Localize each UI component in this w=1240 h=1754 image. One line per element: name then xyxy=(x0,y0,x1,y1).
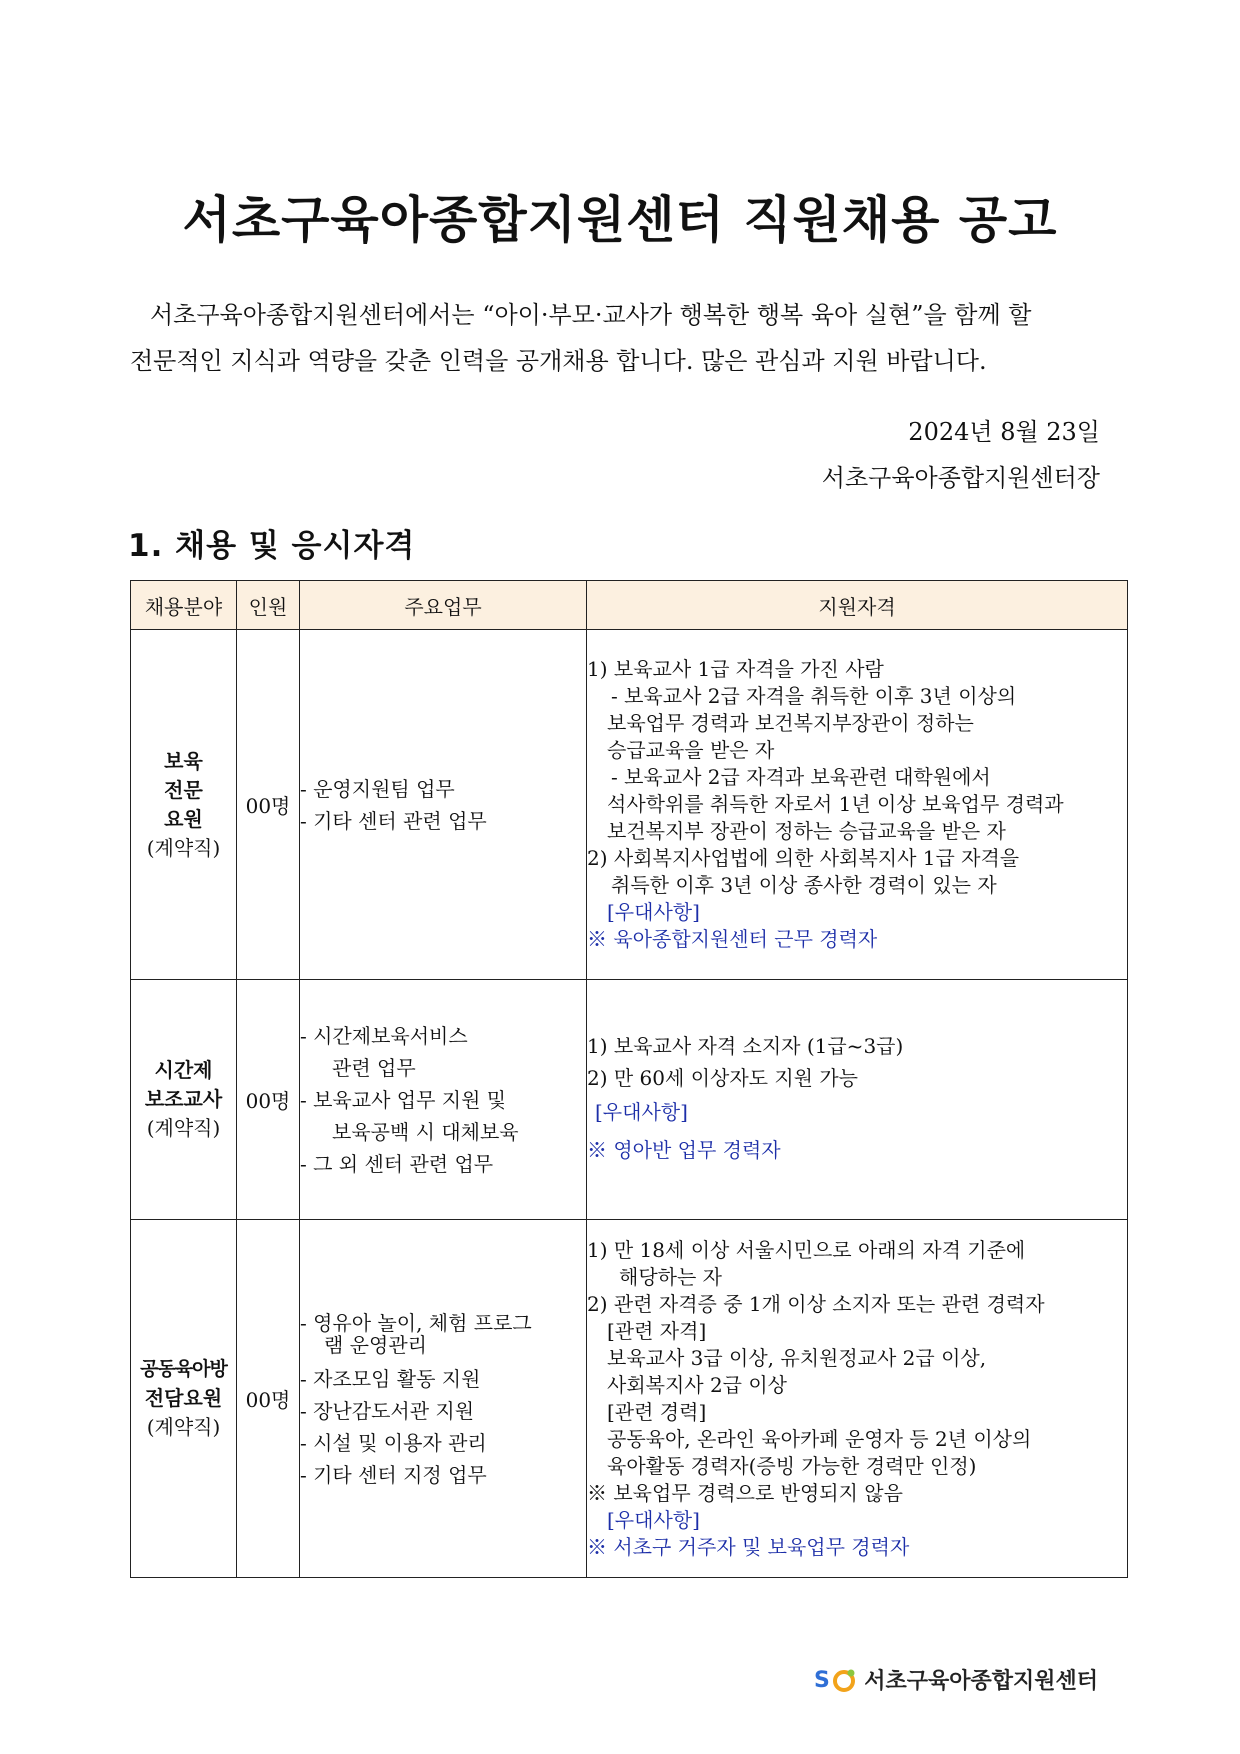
duty-item: - 영유아 놀이, 체험 프로그 xyxy=(300,1310,532,1335)
table-row xyxy=(131,630,1128,980)
field-cell xyxy=(131,980,237,1220)
headcount: 00명 xyxy=(237,980,300,1220)
table-header-row xyxy=(131,581,1128,630)
qual-line: 2) 사회복지사업법에 의한 사회복지사 1급 자격을 xyxy=(587,846,1020,870)
field-name: 공동육아방 xyxy=(140,1358,227,1380)
duty-item: 램 운영관리 xyxy=(324,1332,427,1357)
qual-line: 사회복지사 2급 이상 xyxy=(607,1372,787,1397)
field-name: 전담요원 xyxy=(144,1386,223,1410)
qual-line: 2) 만 60세 이상자도 지원 가능 xyxy=(587,1065,858,1090)
qualifications-cell xyxy=(587,1220,1128,1578)
intro-paragraph xyxy=(130,292,1105,384)
duty-item: - 그 외 센터 관련 업무 xyxy=(300,1151,494,1176)
qual-line: - 보육교사 2급 자격과 보육관련 대학원에서 xyxy=(611,765,991,789)
recruitment-table xyxy=(130,580,1128,1578)
duties-cell xyxy=(300,630,587,980)
column-header: 채용분야 xyxy=(131,581,237,630)
preference-item: ※ 육아종합지원센터 근무 경력자 xyxy=(587,927,878,951)
field-name: 시간제 xyxy=(154,1058,213,1082)
contract-type: (계약직) xyxy=(146,835,221,860)
duty-item: - 시설 및 이용자 관리 xyxy=(300,1430,487,1455)
headcount: 00명 xyxy=(237,630,300,980)
preference-label: [우대사항] xyxy=(607,1507,700,1532)
notice-date: 2024년 8월 23일 xyxy=(908,418,1100,446)
qual-line: 1) 만 18세 이상 서울시민으로 아래의 자격 기준에 xyxy=(587,1237,1026,1262)
duty-item: - 시간제보육서비스 xyxy=(300,1023,468,1048)
logo-text: 서초구육아종합지원센터 xyxy=(864,1669,1098,1694)
intro-line: 서초구육아종합지원센터에서는 “아이·부모·교사가 행복한 행복 육아 실현”을 함께 할 xyxy=(150,301,1032,329)
intro-line: 전문적인 지식과 역량을 갖춘 인력을 공개채용 합니다. 많은 관심과 지원 바랍니다. xyxy=(130,347,987,375)
duties-cell xyxy=(300,980,587,1220)
column-header: 인원 xyxy=(237,581,300,630)
duty-item: - 기타 센터 지정 업무 xyxy=(300,1462,487,1487)
sc-logo-icon xyxy=(814,1665,860,1695)
headcount: 00명 xyxy=(237,1220,300,1578)
qual-line: ※ 보육업무 경력으로 반영되지 않음 xyxy=(587,1480,903,1505)
duty-item: - 기타 센터 관련 업무 xyxy=(300,808,487,833)
duty-item: 보육공백 시 대체보육 xyxy=(332,1119,519,1144)
qual-line: 보건복지부 장관이 정하는 승급교육을 받은 자 xyxy=(607,819,1006,843)
center-logo xyxy=(814,1664,1098,1695)
column-header: 주요업무 xyxy=(300,581,587,630)
qual-line: 공동육아, 온라인 육아카페 운영자 등 2년 이상의 xyxy=(607,1426,1032,1451)
field-name: 요원 xyxy=(164,806,203,831)
qual-line: [관련 경력] xyxy=(607,1399,707,1424)
qual-line: - 보육교사 2급 자격을 취득한 이후 3년 이상의 xyxy=(611,684,1017,708)
section-heading: 1. 채용 및 응시자격 xyxy=(128,528,416,564)
field-name: 보육 xyxy=(164,748,203,773)
qual-line: 육아활동 경력자(증빙 가능한 경력만 인정) xyxy=(607,1453,977,1478)
duty-item: - 장난감도서관 지원 xyxy=(300,1398,475,1423)
qual-line: 2) 관련 자격증 중 1개 이상 소지자 또는 관련 경력자 xyxy=(587,1291,1045,1316)
duty-item: - 보육교사 업무 지원 및 xyxy=(300,1087,507,1112)
svg-text:S: S xyxy=(814,1667,831,1693)
field-cell xyxy=(131,1220,237,1578)
qual-line: 해당하는 자 xyxy=(619,1264,722,1289)
preference-item: ※ 영아반 업무 경력자 xyxy=(587,1137,781,1162)
qual-line: [관련 자격] xyxy=(607,1318,707,1343)
qual-line: 취득한 이후 3년 이상 종사한 경력이 있는 자 xyxy=(611,873,997,897)
duty-item: - 운영지원팀 업무 xyxy=(300,776,455,801)
contract-type: (계약직) xyxy=(146,1116,221,1140)
notice-signer: 서초구육아종합지원센터장 xyxy=(821,464,1100,492)
qual-line: 보육업무 경력과 보건복지부장관이 정하는 xyxy=(607,711,974,735)
qualifications-cell xyxy=(587,980,1128,1220)
duty-item: - 자조모임 활동 지원 xyxy=(300,1366,481,1391)
field-name: 전문 xyxy=(164,777,203,802)
contract-type: (계약직) xyxy=(146,1415,221,1439)
qual-line: 1) 보육교사 자격 소지자 (1급~3급) xyxy=(587,1033,904,1058)
qual-line: 석사학위를 취득한 자로서 1년 이상 보육업무 경력과 xyxy=(607,792,1064,816)
preference-label: [우대사항] xyxy=(607,900,700,924)
table-row xyxy=(131,980,1128,1220)
qualifications-cell xyxy=(587,630,1128,980)
qual-line: 승급교육을 받은 자 xyxy=(607,738,775,762)
duty-item: 관련 업무 xyxy=(332,1055,416,1080)
page-title: 서초구육아종합지원센터 직원채용 공고 xyxy=(182,191,1058,249)
field-name: 보조교사 xyxy=(144,1087,223,1111)
duties-cell xyxy=(300,1220,587,1578)
column-header: 지원자격 xyxy=(587,581,1128,630)
qual-line: 보육교사 3급 이상, 유치원정교사 2급 이상, xyxy=(607,1345,987,1370)
table-row xyxy=(131,1220,1128,1578)
preference-label: [우대사항] xyxy=(595,1099,688,1124)
qual-line: 1) 보육교사 1급 자격을 가진 사람 xyxy=(587,657,884,681)
preference-item: ※ 서초구 거주자 및 보육업무 경력자 xyxy=(587,1534,910,1559)
field-cell xyxy=(131,630,237,980)
